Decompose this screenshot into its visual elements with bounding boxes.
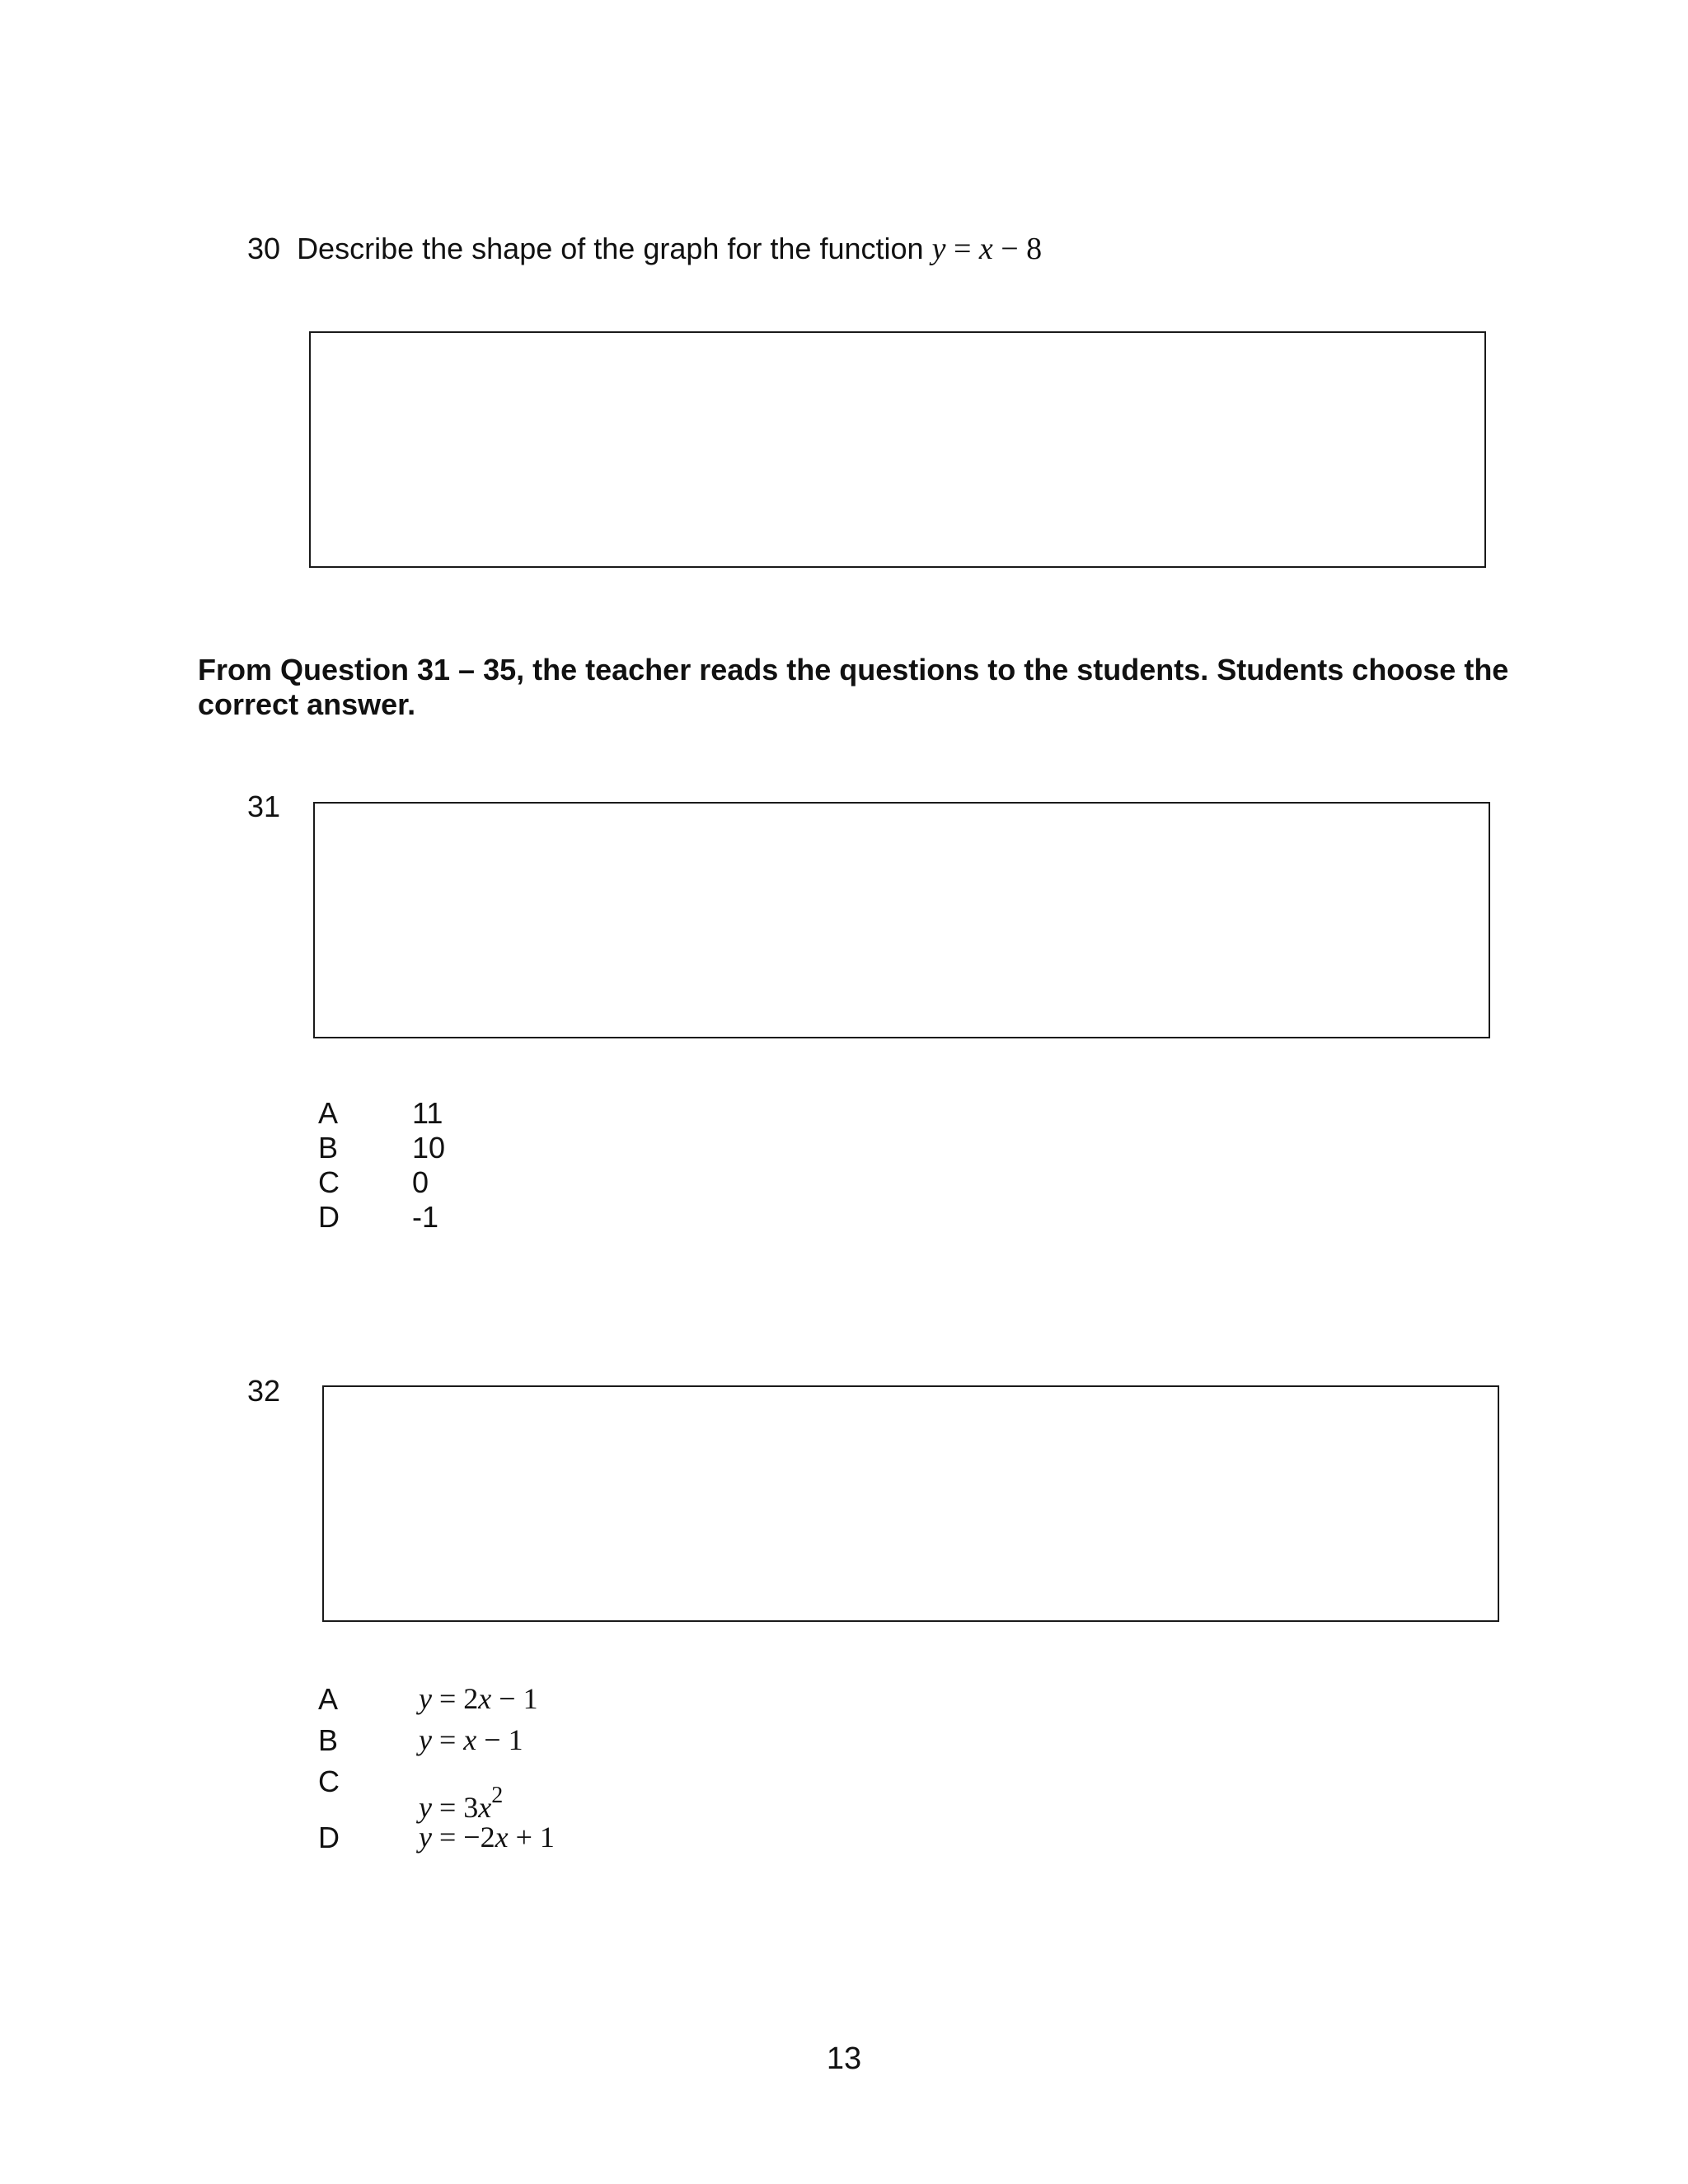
question-30-number: 30	[247, 232, 281, 265]
q32-option-a-letter: A	[318, 1682, 339, 1716]
question-31-number: 31	[247, 790, 281, 823]
question-30-answer-box[interactable]	[309, 331, 1486, 568]
q31-option-c-value: 0	[412, 1165, 429, 1199]
question-31-answer-box[interactable]	[313, 802, 1490, 1038]
q32-option-c-letter: C	[318, 1765, 340, 1798]
q32-option-c-exponent: 2	[491, 1783, 504, 1808]
q31-option-a-letter: A	[318, 1096, 339, 1130]
q32-option-d-letter: D	[318, 1821, 340, 1854]
question-30-equation: y = x − 8	[931, 232, 1043, 266]
q32-option-c-value: $y = 3x^2$	[419, 1783, 504, 1824]
q31-option-a-value: 11	[412, 1096, 443, 1130]
question-30-prompt: Describe the shape of the graph for the function	[297, 232, 924, 265]
q31-option-b-letter: B	[318, 1131, 339, 1165]
instruction-text: From Question 31 – 35, the teacher reads the questions to the students. Students choose the correct answer.	[198, 653, 1509, 721]
q31-option-b-value: 10	[412, 1131, 446, 1165]
question-32-number: 32	[247, 1374, 281, 1408]
page-number: 13	[826, 2041, 862, 2076]
q32-option-d-value: y = −2x + 1	[419, 1821, 555, 1854]
q32-option-b-letter: B	[318, 1723, 339, 1757]
q31-option-d-value: -1	[412, 1200, 439, 1234]
q32-option-a-value: y = 2x − 1	[419, 1682, 538, 1715]
q31-option-d-letter: D	[318, 1200, 340, 1234]
q31-option-c-letter: C	[318, 1165, 340, 1199]
question-32-answer-box[interactable]	[322, 1385, 1499, 1622]
question-30-line	[247, 232, 1042, 266]
q32-option-b-value: y = x − 1	[419, 1723, 523, 1756]
